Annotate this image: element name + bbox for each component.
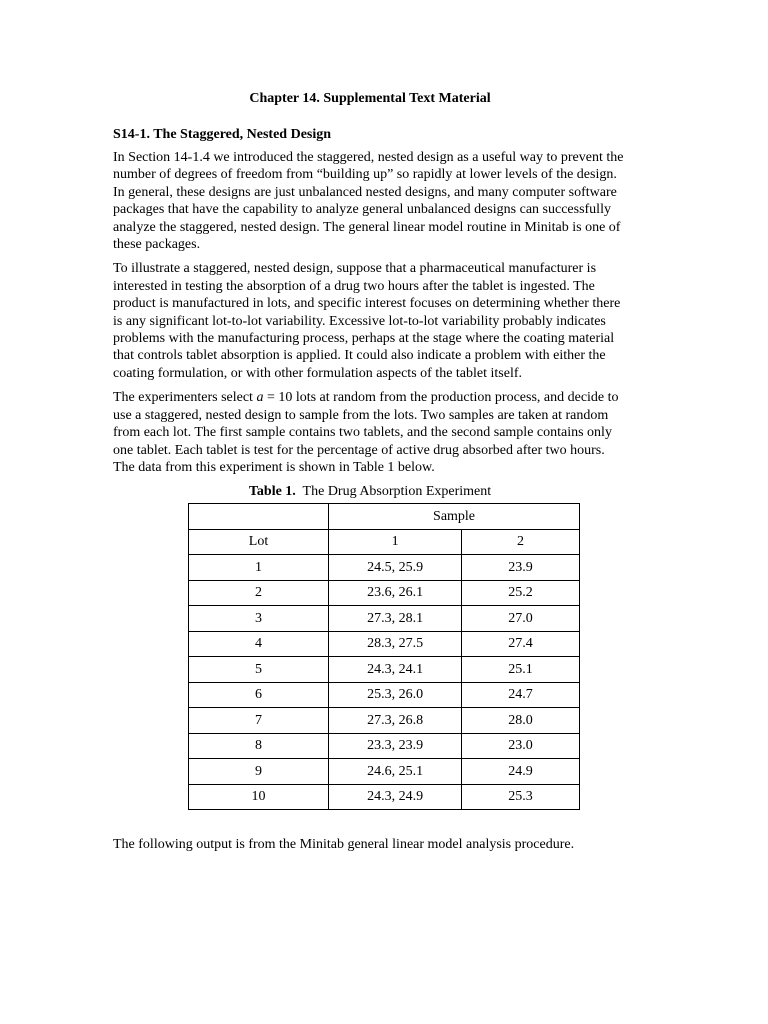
table-row	[189, 631, 580, 657]
document-page	[113, 90, 627, 854]
sample-group-header: Sample	[329, 504, 580, 530]
sample-2-cell: 27.0	[462, 606, 580, 632]
table-caption-text: The Drug Absorption Experiment	[295, 484, 492, 500]
sample-2-cell: 24.9	[462, 759, 580, 785]
sample-1-cell: 24.5, 25.9	[329, 555, 462, 581]
sample-2-column-header: 2	[462, 529, 580, 555]
table-corner-cell	[189, 504, 329, 530]
sample-2-cell: 27.4	[462, 631, 580, 657]
table-row	[189, 657, 580, 683]
sample-2-cell: 24.7	[462, 682, 580, 708]
sample-1-cell: 28.3, 27.5	[329, 631, 462, 657]
sample-1-cell: 23.3, 23.9	[329, 733, 462, 759]
lot-cell: 6	[189, 682, 329, 708]
lot-cell: 9	[189, 759, 329, 785]
sample-2-cell: 25.3	[462, 784, 580, 810]
sample-1-cell: 23.6, 26.1	[329, 580, 462, 606]
table-row	[189, 580, 580, 606]
paragraph-experiment-rest: = 10 lots at random from the production process, and decide to use a staggered, nested design to sample from the lots. Two samples are taken at random from each lot. The first sample contains two tablets, and the second sample contains only one tablet. Each tablet is test for the percentage of active drug absorbed after two hours. The data from this experiment is shown in Table 1 below.	[113, 390, 619, 475]
chapter-title: Chapter 14. Supplemental Text Material	[249, 91, 491, 106]
lot-cell: 1	[189, 555, 329, 581]
paragraph-experiment-start: The experimenters select	[113, 390, 257, 406]
table-row	[189, 733, 580, 759]
table-caption	[113, 483, 627, 501]
sample-1-cell: 25.3, 26.0	[329, 682, 462, 708]
paragraph-illustration: To illustrate a staggered, nested design, suppose that a pharmaceutical manufacturer is interested in testing the absorption of a drug two hours after the tablet is ingested. The product is manufactured in lots, and specific interest focuses on determining whether there is any significant lot-to-lot variability. Excessive lot-to-lot variability probably indicates problems with the manufacturing process, perhaps at the stage where the coating material that controls tablet absorption is applied. It could also indicate a problem with either the coating formulation, or with other formulation aspects of the tablet itself.	[113, 261, 621, 381]
drug-absorption-table	[188, 503, 580, 810]
paragraph-intro: In Section 14-1.4 we introduced the staggered, nested design as a useful way to prevent the number of degrees of freedom from “building up” so rapidly at lower levels of the design. In general, these designs are just unbalanced nested designs, and many computer software packages that have the capability to analyze general unbalanced designs can successfully analyze the staggered, nested design. The general linear model routine in Minitab is one of these packages.	[113, 150, 624, 253]
sample-2-cell: 23.0	[462, 733, 580, 759]
sample-1-cell: 27.3, 26.8	[329, 708, 462, 734]
sample-1-cell: 27.3, 28.1	[329, 606, 462, 632]
lot-cell: 8	[189, 733, 329, 759]
table-row	[189, 708, 580, 734]
sample-1-cell: 24.6, 25.1	[329, 759, 462, 785]
output-intro-text: The following output is from the Minitab general linear model analysis procedure.	[113, 837, 575, 853]
lot-cell: 7	[189, 708, 329, 734]
sample-2-cell: 25.2	[462, 580, 580, 606]
sample-1-cell: 24.3, 24.9	[329, 784, 462, 810]
table-caption-label: Table 1.	[248, 484, 296, 500]
variable-a: a	[256, 390, 264, 406]
lot-cell: 5	[189, 657, 329, 683]
lot-column-header: Lot	[189, 529, 329, 555]
table-header-row	[189, 529, 580, 555]
sample-2-cell: 23.9	[462, 555, 580, 581]
sample-2-cell: 25.1	[462, 657, 580, 683]
table-row	[189, 606, 580, 632]
lot-cell: 4	[189, 631, 329, 657]
sample-1-cell: 24.3, 24.1	[329, 657, 462, 683]
lot-cell: 10	[189, 784, 329, 810]
section-heading: S14-1. The Staggered, Nested Design	[113, 127, 332, 142]
table-row	[189, 555, 580, 581]
lot-cell: 2	[189, 580, 329, 606]
lot-cell: 3	[189, 606, 329, 632]
table-row	[189, 682, 580, 708]
table-row	[189, 784, 580, 810]
table-group-header-row	[189, 504, 580, 530]
sample-1-column-header: 1	[329, 529, 462, 555]
sample-2-cell: 28.0	[462, 708, 580, 734]
paragraph-experiment	[113, 389, 627, 476]
table-row	[189, 759, 580, 785]
